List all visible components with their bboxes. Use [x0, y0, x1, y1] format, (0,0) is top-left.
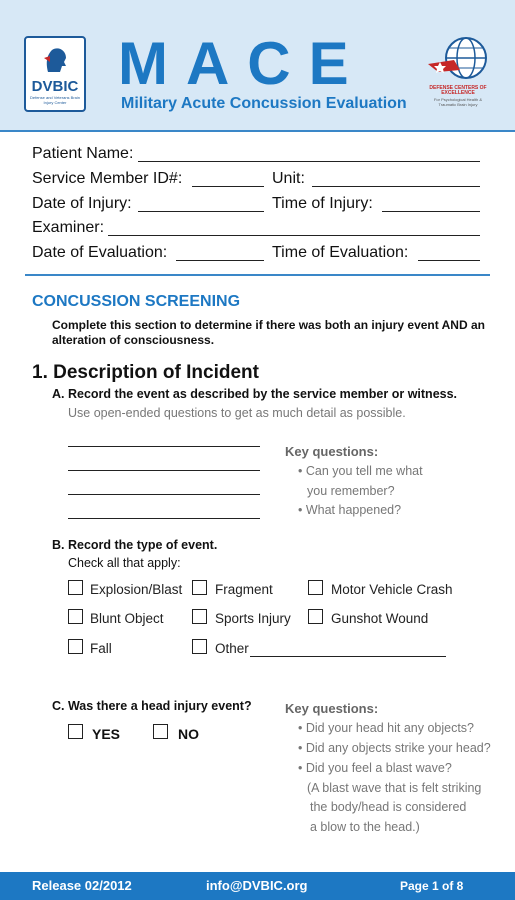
logo-subcaption: For Psychological Health & Traumatic Brain Injury [433, 97, 483, 107]
key-question-a-2: you remember? [307, 484, 395, 498]
date-of-evaluation-label: Date of Evaluation: [32, 244, 168, 261]
motor-vehicle-crash-checkbox[interactable] [308, 580, 323, 595]
email-link[interactable]: info@DVBIC.org [206, 878, 308, 893]
check-all-instruction: Check all that apply: [68, 556, 181, 570]
date-of-injury-label: Date of Injury: [32, 195, 132, 212]
key-question-c-2: • Did any objects strike your head? [298, 741, 491, 755]
blunt-object-checkbox[interactable] [68, 609, 83, 624]
time-of-injury-label: Time of Injury: [272, 195, 373, 212]
yes-checkbox[interactable] [68, 724, 83, 739]
patient-name-label: Patient Name: [32, 145, 134, 162]
time-of-evaluation-field[interactable] [418, 260, 480, 261]
unit-label: Unit: [272, 170, 305, 187]
gunshot-wound-label: Gunshot Wound [331, 611, 429, 626]
gunshot-wound-checkbox[interactable] [308, 609, 323, 624]
date-of-evaluation-field[interactable] [176, 260, 264, 261]
incident-line-1[interactable] [68, 446, 260, 447]
other-field[interactable] [250, 656, 446, 657]
no-label: NO [178, 726, 199, 742]
logo-text: DVBIC [31, 78, 79, 95]
release-text: Release 02/2012 [32, 878, 132, 893]
time-of-injury-field[interactable] [382, 211, 480, 212]
incident-line-4[interactable] [68, 518, 260, 519]
fall-checkbox[interactable] [68, 639, 83, 654]
question-c-label: C. Was there a head injury event? [52, 699, 252, 713]
profile-silhouette-icon [40, 44, 70, 74]
sports-injury-checkbox[interactable] [192, 609, 207, 624]
incident-heading: 1. Description of Incident [32, 362, 259, 383]
incident-line-2[interactable] [68, 470, 260, 471]
fragment-label: Fragment [215, 582, 273, 597]
key-questions-title-a: Key questions: [285, 444, 379, 459]
other-checkbox[interactable] [192, 639, 207, 654]
question-b-label: B. Record the type of event. [52, 538, 218, 552]
explosion-blast-label: Explosion/Blast [90, 582, 183, 597]
date-of-injury-field[interactable] [138, 211, 264, 212]
logo-subtext: Defense and Veterans Brain Injury Center [29, 95, 81, 105]
explosion-blast-checkbox[interactable] [68, 580, 83, 595]
fragment-checkbox[interactable] [192, 580, 207, 595]
page-indicator: Page 1 of 8 [400, 879, 464, 893]
question-a-label: A. Record the event as described by the service member or witness. [52, 387, 458, 401]
footer-bar [0, 872, 515, 900]
page-title: MACE [118, 30, 367, 97]
time-of-evaluation-label: Time of Evaluation: [272, 244, 409, 261]
section-description: Complete this section to determine if there was both an injury event AND an alteration of consciousness. [52, 318, 485, 347]
section-divider [25, 274, 490, 276]
yes-label: YES [92, 726, 121, 742]
examiner-label: Examiner: [32, 219, 105, 236]
key-question-a-1: • Can you tell me what [298, 464, 423, 478]
question-a-hint: Use open-ended questions to get as much detail as possible. [68, 406, 406, 420]
service-member-id-field[interactable] [192, 186, 264, 187]
page-subtitle: Military Acute Concussion Evaluation [121, 95, 407, 112]
header-banner [0, 0, 515, 132]
other-label: Other [215, 641, 249, 656]
key-question-c-6: a blow to the head.) [310, 820, 420, 834]
dvbic-logo [24, 36, 86, 112]
motor-vehicle-crash-label: Motor Vehicle Crash [331, 582, 453, 597]
examiner-field[interactable] [108, 235, 480, 236]
key-questions-title-c: Key questions: [285, 701, 379, 716]
key-question-c-5: the body/head is considered [310, 800, 467, 814]
globe-icon [424, 36, 494, 86]
incident-line-3[interactable] [68, 494, 260, 495]
key-question-c-3: • Did you feel a blast wave? [298, 761, 452, 775]
unit-field[interactable] [312, 186, 480, 187]
logo-caption: DEFENSE CENTERS OF EXCELLENCE [429, 85, 487, 96]
service-member-id-label: Service Member ID#: [32, 170, 183, 187]
blunt-object-label: Blunt Object [90, 611, 164, 626]
fall-label: Fall [90, 641, 112, 656]
dcoe-logo [424, 36, 494, 116]
no-checkbox[interactable] [153, 724, 168, 739]
sports-injury-label: Sports Injury [215, 611, 291, 626]
patient-name-field[interactable] [138, 161, 480, 162]
key-question-a-3: • What happened? [298, 503, 402, 517]
key-question-c-1: • Did your head hit any objects? [298, 721, 475, 735]
key-question-c-4: (A blast wave that is felt striking [307, 781, 482, 795]
section-title: CONCUSSION SCREENING [32, 293, 241, 310]
